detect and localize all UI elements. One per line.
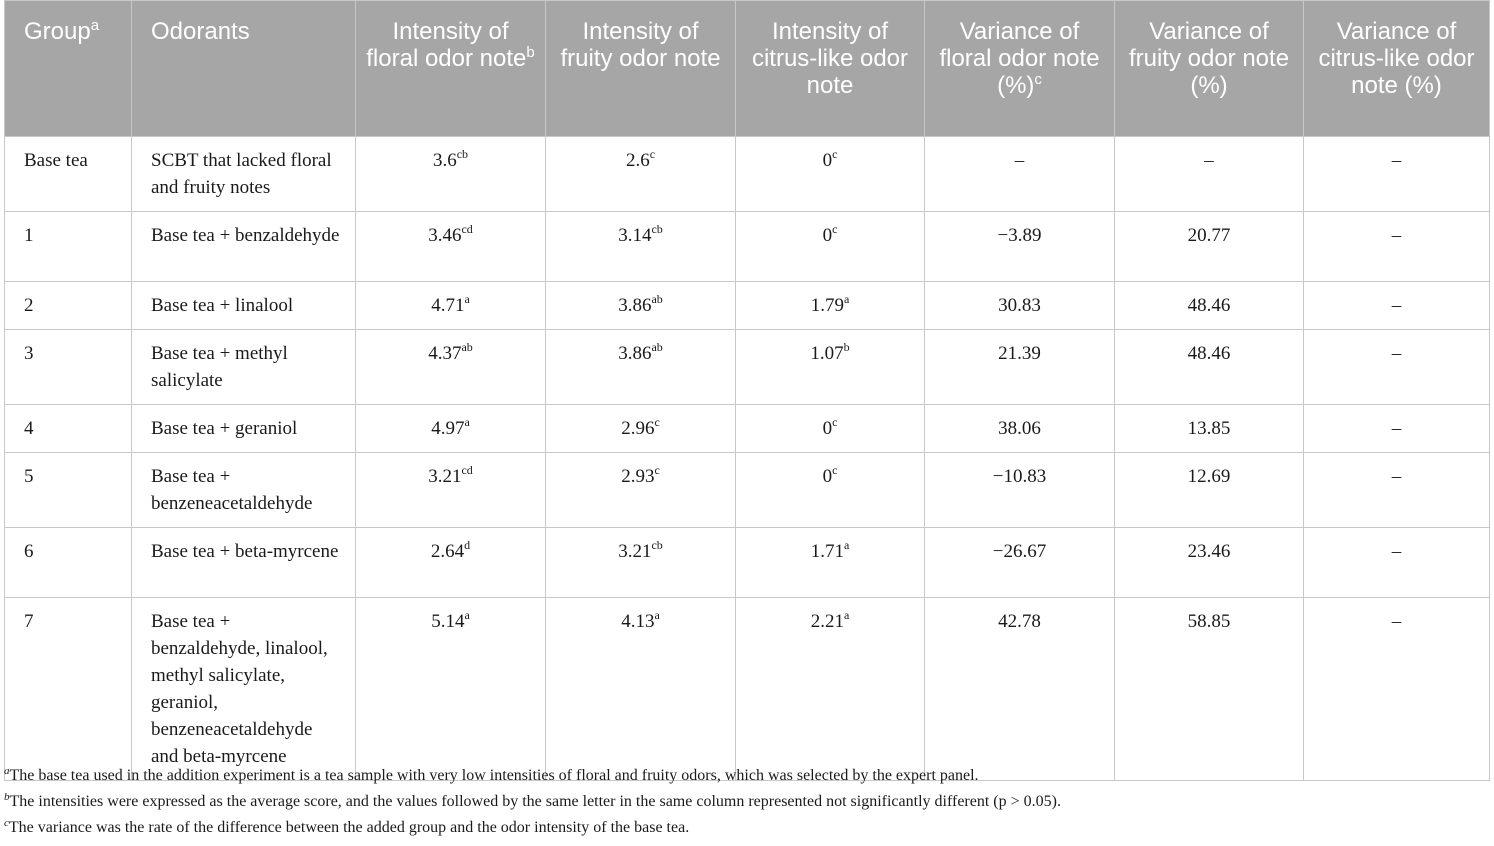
cell-odorants — [132, 212, 356, 282]
cell-citrus-variance — [1304, 137, 1490, 212]
cell-fruity-intensity-significance-letter: a — [654, 608, 660, 622]
cell-odorants-text: Base tea + linalool — [151, 295, 294, 316]
cell-group — [5, 212, 132, 282]
cell-fruity-variance-text: 58.85 — [1187, 611, 1231, 632]
cell-floral-intensity-significance-letter: cd — [461, 222, 473, 236]
cell-citrus-intensity-text: 0 — [822, 225, 833, 246]
cell-floral-intensity — [356, 137, 546, 212]
cell-floral-variance — [925, 212, 1115, 282]
cell-group — [5, 405, 132, 453]
cell-floral-intensity-significance-letter: a — [464, 292, 470, 306]
cell-fruity-variance-text: 48.46 — [1187, 295, 1231, 316]
cell-citrus-variance — [1304, 598, 1490, 781]
table-row — [5, 405, 1490, 453]
header-fruity-intensity: Intensity of fruity odor note — [546, 1, 736, 137]
cell-fruity-intensity-significance-letter: ab — [651, 340, 663, 354]
cell-fruity-intensity-significance-letter: c — [654, 463, 660, 477]
cell-citrus-intensity-significance-letter: b — [843, 340, 850, 354]
cell-fruity-intensity — [546, 212, 736, 282]
cell-citrus-variance-text: – — [1391, 150, 1402, 171]
cell-citrus-intensity — [736, 453, 925, 528]
cell-fruity-variance-text: 20.77 — [1187, 225, 1231, 246]
cell-fruity-variance-text: – — [1204, 150, 1214, 171]
cell-fruity-intensity-significance-letter: cb — [651, 538, 663, 552]
cell-floral-intensity-significance-letter: a — [464, 608, 470, 622]
cell-odorants-text: Base tea + methyl salicylate — [151, 343, 288, 391]
cell-fruity-intensity — [546, 405, 736, 453]
cell-fruity-variance — [1115, 212, 1304, 282]
cell-citrus-variance-text: – — [1391, 295, 1402, 316]
cell-fruity-intensity-text: 2.96 — [621, 418, 655, 439]
cell-odorants — [132, 330, 356, 405]
cell-citrus-intensity — [736, 330, 925, 405]
cell-fruity-variance — [1115, 282, 1304, 330]
cell-floral-variance-text: – — [1014, 150, 1025, 171]
cell-fruity-variance — [1115, 137, 1304, 212]
table-row — [5, 212, 1490, 282]
cell-citrus-intensity — [736, 528, 925, 598]
cell-floral-variance — [925, 453, 1115, 528]
cell-fruity-intensity — [546, 282, 736, 330]
cell-citrus-intensity — [736, 137, 925, 212]
cell-odorants-text: Base tea + benzaldehyde, linalool, methyl salicylate, geraniol, benzeneacetaldehyde and beta-myrcene — [151, 611, 328, 767]
cell-odorants-text: Base tea + geraniol — [151, 418, 298, 439]
cell-floral-variance — [925, 282, 1115, 330]
cell-fruity-intensity-text: 3.21 — [618, 541, 652, 562]
cell-group — [5, 137, 132, 212]
cell-fruity-variance — [1115, 598, 1304, 781]
cell-floral-variance — [925, 137, 1115, 212]
cell-fruity-intensity-significance-letter: c — [654, 415, 660, 429]
cell-floral-intensity-text: 2.64 — [430, 541, 465, 562]
cell-floral-variance-text: 42.78 — [998, 611, 1041, 632]
cell-odorants — [132, 528, 356, 598]
footnote-b: $^b$The intensities were expressed as the average score, and the values followed by the same letter in the same column represented not significantly different (p > 0.05). — [4, 791, 1061, 810]
cell-floral-variance-text: 21.39 — [998, 343, 1041, 364]
cell-fruity-variance — [1115, 528, 1304, 598]
cell-citrus-variance-text: – — [1391, 611, 1402, 632]
table-row — [5, 282, 1490, 330]
cell-group-text: 2 — [24, 295, 34, 316]
cell-fruity-intensity — [546, 453, 736, 528]
cell-group-text: 1 — [24, 225, 34, 246]
footnote-c: $^c$The variance was the rate of the difference between the added group and the odor intensity of the base tea. — [4, 817, 690, 836]
cell-group-text: 4 — [24, 418, 34, 439]
cell-fruity-intensity-text: 4.13 — [621, 611, 655, 632]
cell-citrus-intensity-significance-letter: c — [832, 147, 838, 161]
cell-citrus-intensity-text: 2.21 — [810, 611, 844, 632]
cell-floral-intensity-significance-letter: cb — [456, 147, 469, 161]
cell-floral-intensity-text: 4.71 — [431, 295, 465, 316]
cell-citrus-intensity-text: 1.71 — [810, 541, 844, 562]
cell-fruity-intensity-text: 3.14 — [618, 225, 652, 246]
cell-citrus-variance-text: – — [1391, 343, 1402, 364]
table-row — [5, 330, 1490, 405]
cell-floral-intensity-significance-letter: a — [464, 415, 470, 429]
header-citrus-variance: Variance of citrus-like odor note (%) — [1304, 1, 1490, 137]
cell-floral-intensity-text: 3.21 — [428, 466, 462, 487]
table-row — [5, 453, 1490, 528]
cell-citrus-intensity-significance-letter: c — [832, 222, 838, 236]
cell-floral-variance-text: 38.06 — [998, 418, 1041, 439]
cell-floral-variance — [925, 405, 1115, 453]
cell-floral-intensity-significance-letter: cd — [461, 463, 473, 477]
cell-floral-intensity-text: 3.6 — [432, 150, 457, 171]
cell-citrus-intensity-text: 0 — [822, 418, 833, 439]
cell-citrus-variance — [1304, 282, 1490, 330]
cell-citrus-intensity-significance-letter: c — [832, 463, 838, 477]
cell-floral-intensity — [356, 405, 546, 453]
footnote-a: $^a$The base tea used in the addition experiment is a tea sample with very low intensities of floral and fruity odors, which was selected by the expert panel. — [4, 765, 979, 784]
footnotes — [4, 763, 1489, 841]
cell-floral-intensity-significance-letter: d — [464, 538, 471, 552]
cell-citrus-variance-text: – — [1391, 418, 1402, 439]
cell-odorants — [132, 137, 356, 212]
cell-fruity-intensity — [546, 330, 736, 405]
cell-fruity-intensity — [546, 528, 736, 598]
cell-citrus-intensity-significance-letter: a — [843, 292, 850, 306]
cell-odorants — [132, 405, 356, 453]
cell-group — [5, 528, 132, 598]
cell-citrus-intensity-text: 0 — [822, 150, 833, 171]
cell-fruity-variance-text: 12.69 — [1187, 466, 1231, 487]
cell-citrus-variance-text: – — [1391, 466, 1402, 487]
table-row — [5, 137, 1490, 212]
cell-floral-intensity-significance-letter: ab — [461, 340, 473, 354]
cell-group — [5, 282, 132, 330]
cell-floral-variance-text: −10.83 — [992, 466, 1047, 487]
header-floral-variance: Variance of floral odor note (%)$^c$ — [925, 1, 1115, 137]
cell-fruity-variance-text: 23.46 — [1187, 541, 1231, 562]
header-floral-intensity: Intensity of floral odor note$^b$ — [356, 1, 546, 137]
cell-fruity-intensity-significance-letter: cb — [651, 222, 663, 236]
cell-citrus-intensity — [736, 598, 925, 781]
cell-group — [5, 598, 132, 781]
cell-floral-intensity — [356, 212, 546, 282]
cell-citrus-variance — [1304, 453, 1490, 528]
cell-citrus-intensity-significance-letter: a — [843, 538, 850, 552]
cell-floral-intensity-text: 5.14 — [431, 611, 465, 632]
cell-floral-intensity — [356, 528, 546, 598]
table-body — [5, 137, 1490, 781]
cell-floral-variance — [925, 330, 1115, 405]
cell-citrus-variance-text: – — [1391, 541, 1402, 562]
cell-fruity-variance — [1115, 405, 1304, 453]
cell-citrus-intensity — [736, 282, 925, 330]
cell-floral-variance-text: −3.89 — [997, 225, 1042, 246]
cell-floral-intensity-text: 3.46 — [428, 225, 462, 246]
cell-fruity-variance-text: 48.46 — [1187, 343, 1231, 364]
cell-citrus-variance-text: – — [1391, 225, 1402, 246]
cell-fruity-intensity-text: 2.6 — [625, 150, 650, 171]
cell-citrus-intensity-text: 1.07 — [810, 343, 844, 364]
cell-floral-intensity — [356, 598, 546, 781]
cell-group-text: 6 — [24, 541, 34, 562]
cell-fruity-intensity-text: 2.93 — [621, 466, 655, 487]
cell-fruity-intensity-significance-letter: c — [649, 147, 656, 161]
header-group: Group$^a$ — [5, 1, 132, 137]
table-row — [5, 528, 1490, 598]
cell-citrus-intensity-text: 1.79 — [810, 295, 844, 316]
cell-group-text: 7 — [24, 611, 34, 632]
cell-group — [5, 453, 132, 528]
cell-citrus-intensity-significance-letter: c — [832, 415, 838, 429]
cell-fruity-variance — [1115, 330, 1304, 405]
cell-odorants-text: Base tea + benzeneacetaldehyde — [151, 466, 313, 514]
cell-citrus-intensity — [736, 212, 925, 282]
cell-floral-intensity-text: 4.97 — [431, 418, 465, 439]
header-fruity-variance: Variance of fruity odor note (%) — [1115, 1, 1304, 137]
data-table-container — [4, 0, 1489, 781]
cell-citrus-intensity-significance-letter: a — [843, 608, 850, 622]
cell-group-text: 3 — [24, 343, 34, 364]
cell-group-text: 5 — [24, 466, 34, 487]
cell-floral-intensity-text: 4.37 — [428, 343, 462, 364]
cell-floral-variance — [925, 528, 1115, 598]
cell-group-text: Base tea — [24, 150, 88, 171]
cell-fruity-intensity-text: 3.86 — [618, 343, 652, 364]
cell-floral-intensity — [356, 330, 546, 405]
header-odorants: Odorants — [132, 1, 356, 137]
cell-fruity-intensity — [546, 137, 736, 212]
cell-floral-variance-text: −26.67 — [992, 541, 1047, 562]
cell-citrus-intensity-text: 0 — [822, 466, 833, 487]
cell-fruity-intensity-significance-letter: ab — [651, 292, 663, 306]
header-row — [5, 1, 1490, 137]
cell-floral-variance-text: 30.83 — [998, 295, 1041, 316]
cell-citrus-variance — [1304, 528, 1490, 598]
cell-fruity-intensity-text: 3.86 — [618, 295, 652, 316]
cell-odorants — [132, 282, 356, 330]
table-row — [5, 598, 1490, 781]
cell-citrus-variance — [1304, 405, 1490, 453]
cell-citrus-variance — [1304, 212, 1490, 282]
cell-fruity-variance — [1115, 453, 1304, 528]
cell-odorants-text: Base tea + benzaldehyde — [151, 225, 340, 246]
cell-fruity-variance-text: 13.85 — [1187, 418, 1231, 439]
cell-odorants-text: Base tea + beta-myrcene — [151, 541, 339, 562]
cell-citrus-variance — [1304, 330, 1490, 405]
odor-intensity-table — [4, 0, 1490, 781]
header-citrus-intensity: Intensity of citrus-like odor note — [736, 1, 925, 137]
cell-citrus-intensity — [736, 405, 925, 453]
cell-group — [5, 330, 132, 405]
cell-floral-intensity — [356, 453, 546, 528]
cell-odorants-text: SCBT that lacked floral and fruity notes — [151, 150, 332, 198]
cell-floral-variance — [925, 598, 1115, 781]
cell-odorants — [132, 598, 356, 781]
cell-fruity-intensity — [546, 598, 736, 781]
cell-odorants — [132, 453, 356, 528]
cell-floral-intensity — [356, 282, 546, 330]
